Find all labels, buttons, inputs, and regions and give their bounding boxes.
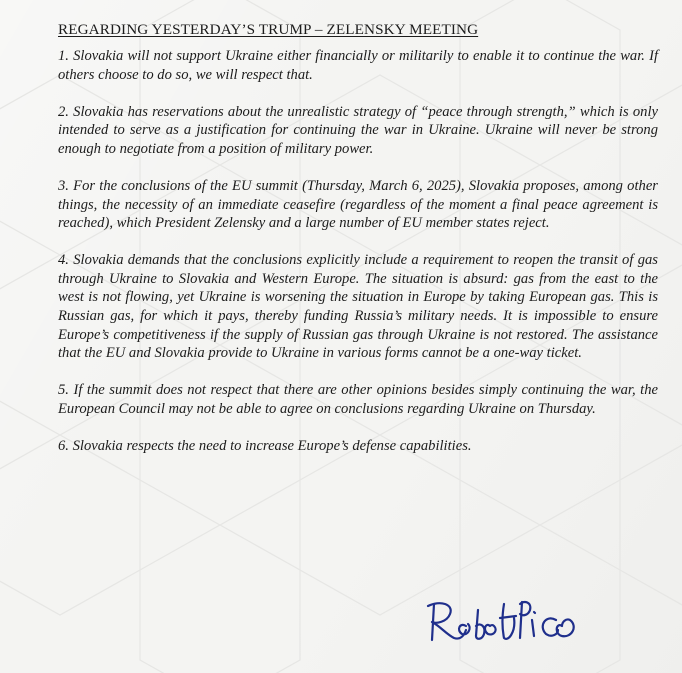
paragraph-2: 2. Slovakia has reservations about the unrealistic strategy of “peace through strength,” which is only intended to serve as a justification for continuing the war in Ukraine. Ukraine will never be strong enough to negotiate from a position of military power. [58, 103, 658, 157]
handwritten-signature [420, 596, 590, 652]
paragraph-6: 6. Slovakia respects the need to increase Europe’s defense capabilities. [58, 438, 472, 454]
document-title: REGARDING YESTERDAY’S TRUMP – ZELENSKY MEETING [58, 21, 479, 38]
paragraph-5: 5. If the summit does not respect that there are other opinions besides simply continuing the war, the European Council may not be able to agree on conclusions regarding Ukraine on Thursday. [58, 382, 658, 417]
statement-body [58, 21, 658, 474]
paragraph-4: 4. Slovakia demands that the conclusions explicitly include a requirement to reopen the transit of gas through Ukraine to Slovakia and Western Europe. The situation is absurd: gas from the east to the west is not flowing, yet Ukraine is worsening the situation in Europe by taking European gas. This is Russian gas, for which it pays, thereby funding Russia’s military needs. It is impossible to ensure Europe’s competitiveness if the supply of Russian gas through Ukraine is not restored. The assistance that the EU and Slovakia provide to Ukraine in various forms cannot be a one-way ticket. [58, 252, 658, 362]
paragraph-1: 1. Slovakia will not support Ukraine either financially or militarily to enable it to continue the war. If others choose to do so, we will respect that. [58, 48, 658, 83]
paragraph-3: 3. For the conclusions of the EU summit (Thursday, March 6, 2025), Slovakia proposes, among other things, the necessity of an immediate ceasefire (regardless of the moment a final peace agreement is reached), which President Zelensky and a large number of EU member states reject. [58, 177, 658, 232]
